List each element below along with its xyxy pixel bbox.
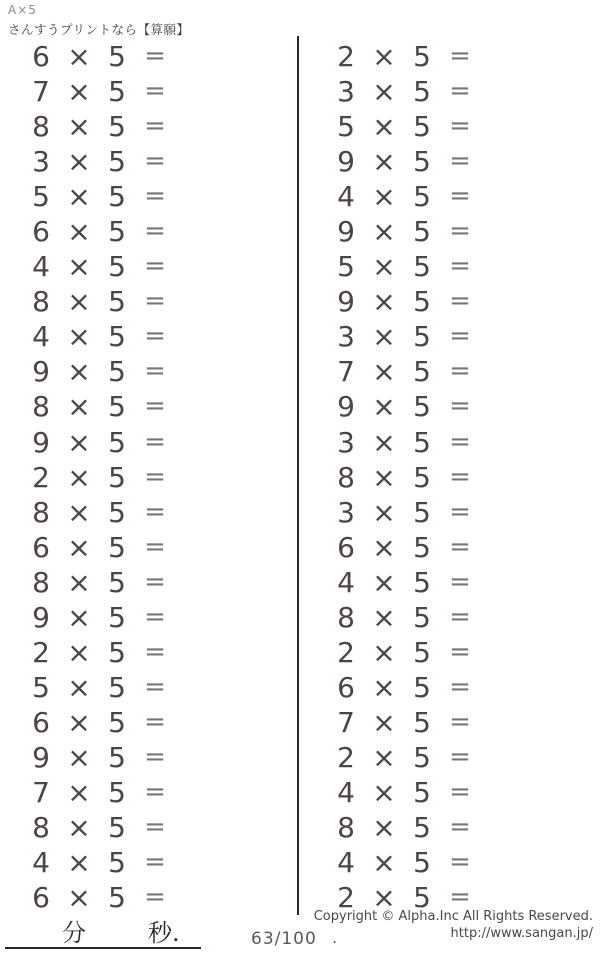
- multiplier: 5: [413, 776, 431, 809]
- equals-sign: =: [144, 286, 166, 317]
- multiplicand: 8: [32, 565, 50, 599]
- problems-column-right: [327, 39, 479, 915]
- multiplicand: 3: [337, 320, 355, 354]
- equals-sign: =: [449, 531, 471, 562]
- multiplicand: 8: [32, 811, 50, 845]
- times-sign: ×: [67, 320, 91, 354]
- times-sign: ×: [372, 425, 396, 459]
- equals-sign: =: [449, 321, 471, 352]
- multiplier: 5: [108, 460, 126, 494]
- multiplicand: 5: [32, 180, 50, 214]
- equals-sign: =: [449, 496, 471, 527]
- multiplicand: 6: [337, 670, 355, 704]
- times-sign: ×: [372, 670, 396, 704]
- problem-row: [22, 845, 174, 880]
- problem-row: [327, 460, 479, 495]
- equals-sign: =: [144, 741, 166, 772]
- equals-sign: =: [449, 146, 471, 177]
- problem-row: [327, 144, 479, 179]
- multiplicand: 2: [337, 740, 355, 774]
- problem-row: [327, 810, 479, 845]
- equals-sign: =: [449, 671, 471, 702]
- equals-sign: =: [144, 216, 166, 247]
- times-sign: ×: [67, 740, 91, 774]
- multiplicand: 5: [337, 250, 355, 284]
- equals-sign: =: [449, 356, 471, 387]
- equals-sign: =: [449, 706, 471, 737]
- times-sign: ×: [372, 565, 396, 599]
- times-sign: ×: [372, 110, 396, 144]
- multiplicand: 8: [32, 495, 50, 529]
- problem-row: [22, 635, 174, 670]
- multiplicand: 3: [337, 75, 355, 109]
- times-sign: ×: [67, 881, 91, 915]
- seconds-label: 秒.: [148, 919, 180, 947]
- multiplicand: 8: [337, 460, 355, 494]
- multiplier: 5: [413, 40, 431, 74]
- multiplicand: 6: [32, 40, 50, 74]
- problem-row: [22, 565, 174, 600]
- equals-sign: =: [449, 41, 471, 72]
- multiplicand: 4: [32, 320, 50, 354]
- multiplicand: 9: [337, 390, 355, 424]
- times-sign: ×: [67, 110, 91, 144]
- equals-sign: =: [144, 706, 166, 737]
- multiplier: 5: [108, 110, 126, 144]
- multiplicand: 9: [337, 285, 355, 319]
- problem-row: [22, 880, 174, 915]
- times-sign: ×: [67, 250, 91, 284]
- multiplier: 5: [413, 320, 431, 354]
- equals-sign: =: [144, 426, 166, 457]
- equals-sign: =: [144, 181, 166, 212]
- multiplier: 5: [108, 355, 126, 389]
- times-sign: ×: [372, 320, 396, 354]
- multiplicand: 7: [32, 776, 50, 809]
- problem-row: [22, 670, 174, 705]
- equals-sign: =: [449, 461, 471, 492]
- multiplier: 5: [108, 145, 126, 179]
- times-sign: ×: [372, 145, 396, 179]
- multiplier: 5: [108, 250, 126, 284]
- times-sign: ×: [372, 40, 396, 74]
- problem-row: [22, 705, 174, 740]
- multiplier: 5: [108, 635, 126, 669]
- equals-sign: =: [144, 461, 166, 492]
- equals-sign: =: [144, 601, 166, 632]
- multiplicand: 6: [32, 530, 50, 564]
- multiplier: 5: [108, 846, 126, 880]
- equals-sign: =: [449, 847, 471, 878]
- equals-sign: =: [449, 111, 471, 142]
- equals-sign: =: [144, 882, 166, 913]
- site-title: さんすうプリントなら【算願】: [8, 22, 190, 37]
- multiplicand: 4: [337, 776, 355, 809]
- times-sign: ×: [67, 600, 91, 634]
- problem-row: [327, 354, 479, 389]
- multiplier: 5: [108, 180, 126, 214]
- site-url: http://www.sangan.jp/: [450, 926, 593, 941]
- multiplicand: 4: [32, 250, 50, 284]
- multiplicand: 8: [32, 285, 50, 319]
- problem-row: [327, 740, 479, 775]
- multiplicand: 2: [337, 881, 355, 915]
- multiplicand: 9: [32, 425, 50, 459]
- multiplicand: 2: [32, 460, 50, 494]
- equals-sign: =: [449, 76, 471, 107]
- times-sign: ×: [372, 390, 396, 424]
- times-sign: ×: [67, 635, 91, 669]
- multiplicand: 7: [337, 705, 355, 739]
- problem-row: [327, 635, 479, 670]
- problem-row: [327, 530, 479, 565]
- problem-row: [22, 74, 174, 109]
- multiplicand: 3: [337, 425, 355, 459]
- multiplicand: 4: [337, 846, 355, 880]
- equals-sign: =: [449, 391, 471, 422]
- equals-sign: =: [144, 41, 166, 72]
- multiplier: 5: [108, 705, 126, 739]
- multiplier: 5: [108, 320, 126, 354]
- times-sign: ×: [67, 460, 91, 494]
- times-sign: ×: [67, 670, 91, 704]
- times-sign: ×: [67, 75, 91, 109]
- multiplier: 5: [108, 565, 126, 599]
- multiplicand: 7: [337, 355, 355, 389]
- times-sign: ×: [67, 145, 91, 179]
- copyright-block: [314, 908, 593, 942]
- problem-row: [22, 740, 174, 775]
- multiplicand: 5: [337, 110, 355, 144]
- multiplier: 5: [413, 670, 431, 704]
- times-sign: ×: [67, 40, 91, 74]
- times-sign: ×: [67, 390, 91, 424]
- problem-row: [22, 249, 174, 284]
- stray-dot: .: [332, 928, 338, 947]
- equals-sign: =: [144, 636, 166, 667]
- times-sign: ×: [372, 355, 396, 389]
- multiplier: 5: [413, 530, 431, 564]
- multiplicand: 2: [337, 40, 355, 74]
- multiplier: 5: [413, 740, 431, 774]
- multiplier: 5: [413, 285, 431, 319]
- multiplicand: 2: [337, 635, 355, 669]
- equals-sign: =: [449, 777, 471, 807]
- equals-sign: =: [144, 146, 166, 177]
- equals-sign: =: [144, 111, 166, 142]
- problem-row: [327, 389, 479, 424]
- problem-row: [22, 284, 174, 319]
- multiplier: 5: [413, 881, 431, 915]
- multiplicand: 3: [32, 145, 50, 179]
- problem-row: [327, 705, 479, 740]
- multiplier: 5: [413, 250, 431, 284]
- problem-row: [22, 530, 174, 565]
- equals-sign: =: [449, 812, 471, 843]
- multiplicand: 5: [32, 670, 50, 704]
- times-sign: ×: [372, 495, 396, 529]
- multiplier: 5: [413, 460, 431, 494]
- equals-sign: =: [449, 181, 471, 212]
- multiplicand: 8: [337, 811, 355, 845]
- times-sign: ×: [67, 355, 91, 389]
- times-sign: ×: [67, 495, 91, 529]
- times-sign: ×: [67, 215, 91, 249]
- times-sign: ×: [372, 530, 396, 564]
- problem-row: [22, 319, 174, 354]
- times-sign: ×: [67, 285, 91, 319]
- multiplicand: 2: [32, 635, 50, 669]
- equals-sign: =: [144, 777, 166, 807]
- times-sign: ×: [372, 846, 396, 880]
- minutes-label: 分: [62, 919, 86, 947]
- multiplier: 5: [413, 635, 431, 669]
- equals-sign: =: [144, 847, 166, 878]
- copyright-text: Copyright © Alpha.Inc All Rights Reserved.: [313, 909, 593, 924]
- times-sign: ×: [372, 75, 396, 109]
- problem-row: [22, 354, 174, 389]
- problem-row: [327, 39, 479, 74]
- equals-sign: =: [144, 76, 166, 107]
- equals-sign: =: [144, 251, 166, 282]
- problem-row: [22, 495, 174, 530]
- equals-sign: =: [144, 812, 166, 843]
- problem-row: [22, 810, 174, 845]
- problem-row: [327, 214, 479, 249]
- multiplier: 5: [413, 180, 431, 214]
- multiplier: 5: [108, 776, 126, 809]
- problem-row: [327, 565, 479, 600]
- multiplier: 5: [413, 811, 431, 845]
- problems-column-left: [22, 39, 174, 915]
- multiplicand: 6: [32, 215, 50, 249]
- multiplier: 5: [108, 425, 126, 459]
- multiplicand: 8: [337, 600, 355, 634]
- problem-row: [327, 284, 479, 319]
- multiplier: 5: [413, 390, 431, 424]
- multiplicand: 9: [32, 600, 50, 634]
- multiplier: 5: [108, 881, 126, 915]
- equals-sign: =: [449, 882, 471, 913]
- problem-row: [327, 109, 479, 144]
- problem-row: [327, 775, 479, 810]
- multiplier: 5: [413, 145, 431, 179]
- multiplier: 5: [413, 705, 431, 739]
- multiplier: 5: [413, 215, 431, 249]
- multiplier: 5: [108, 285, 126, 319]
- multiplier: 5: [413, 600, 431, 634]
- multiplicand: 7: [32, 75, 50, 109]
- problem-row: [22, 425, 174, 460]
- problem-row: [327, 495, 479, 530]
- multiplicand: 9: [32, 740, 50, 774]
- equals-sign: =: [144, 356, 166, 387]
- problem-row: [22, 600, 174, 635]
- problem-row: [22, 179, 174, 214]
- multiplier: 5: [108, 390, 126, 424]
- problem-row: [22, 460, 174, 495]
- multiplicand: 8: [32, 390, 50, 424]
- problem-row: [327, 249, 479, 284]
- equals-sign: =: [144, 496, 166, 527]
- multiplier: 5: [108, 530, 126, 564]
- equals-sign: =: [449, 741, 471, 772]
- problem-row: [327, 600, 479, 635]
- multiplicand: 6: [337, 530, 355, 564]
- equals-sign: =: [144, 321, 166, 352]
- multiplier: 5: [413, 565, 431, 599]
- multiplicand: 4: [32, 846, 50, 880]
- problem-row: [22, 214, 174, 249]
- times-sign: ×: [372, 215, 396, 249]
- times-sign: ×: [372, 740, 396, 774]
- problem-row: [22, 775, 174, 810]
- worksheet-code-label: A×5: [8, 3, 37, 17]
- multiplier: 5: [413, 75, 431, 109]
- multiplier: 5: [108, 495, 126, 529]
- times-sign: ×: [67, 705, 91, 739]
- problem-row: [327, 845, 479, 880]
- problem-row: [327, 670, 479, 705]
- problem-row: [327, 74, 479, 109]
- multiplier: 5: [108, 600, 126, 634]
- problem-row: [327, 319, 479, 354]
- equals-sign: =: [144, 566, 166, 597]
- times-sign: ×: [372, 705, 396, 739]
- multiplier: 5: [108, 215, 126, 249]
- equals-sign: =: [449, 636, 471, 667]
- times-sign: ×: [67, 425, 91, 459]
- problem-row: [22, 144, 174, 179]
- equals-sign: =: [449, 251, 471, 282]
- multiplier: 5: [413, 495, 431, 529]
- multiplier: 5: [108, 811, 126, 845]
- equals-sign: =: [449, 601, 471, 632]
- problem-row: [327, 179, 479, 214]
- multiplicand: 6: [32, 705, 50, 739]
- times-sign: ×: [372, 881, 396, 915]
- equals-sign: =: [144, 391, 166, 422]
- times-sign: ×: [67, 180, 91, 214]
- times-sign: ×: [372, 600, 396, 634]
- multiplier: 5: [413, 355, 431, 389]
- equals-sign: =: [449, 216, 471, 247]
- times-sign: ×: [372, 250, 396, 284]
- equals-sign: =: [449, 426, 471, 457]
- problem-row: [22, 389, 174, 424]
- multiplier: 5: [108, 740, 126, 774]
- times-sign: ×: [67, 530, 91, 564]
- column-divider-line: [297, 36, 299, 915]
- time-answer-line: [5, 919, 201, 949]
- times-sign: ×: [67, 811, 91, 845]
- problem-row: [22, 109, 174, 144]
- times-sign: ×: [67, 565, 91, 599]
- equals-sign: =: [449, 286, 471, 317]
- multiplier: 5: [413, 110, 431, 144]
- times-sign: ×: [372, 811, 396, 845]
- multiplier: 5: [108, 75, 126, 109]
- problem-row: [22, 39, 174, 74]
- times-sign: ×: [372, 776, 396, 809]
- equals-sign: =: [449, 566, 471, 597]
- times-sign: ×: [372, 460, 396, 494]
- multiplier: 5: [413, 846, 431, 880]
- multiplier: 5: [108, 670, 126, 704]
- multiplicand: 9: [337, 215, 355, 249]
- multiplier: 5: [108, 40, 126, 74]
- multiplicand: 9: [32, 355, 50, 389]
- times-sign: ×: [67, 776, 91, 809]
- times-sign: ×: [372, 285, 396, 319]
- problem-row: [327, 425, 479, 460]
- multiplier: 5: [413, 425, 431, 459]
- times-sign: ×: [372, 180, 396, 214]
- times-sign: ×: [67, 846, 91, 880]
- multiplicand: 8: [32, 110, 50, 144]
- multiplicand: 4: [337, 565, 355, 599]
- multiplicand: 3: [337, 495, 355, 529]
- equals-sign: =: [144, 531, 166, 562]
- page-number: 63/100: [251, 929, 317, 949]
- times-sign: ×: [372, 635, 396, 669]
- multiplicand: 9: [337, 145, 355, 179]
- multiplicand: 4: [337, 180, 355, 214]
- multiplicand: 6: [32, 881, 50, 915]
- equals-sign: =: [144, 671, 166, 702]
